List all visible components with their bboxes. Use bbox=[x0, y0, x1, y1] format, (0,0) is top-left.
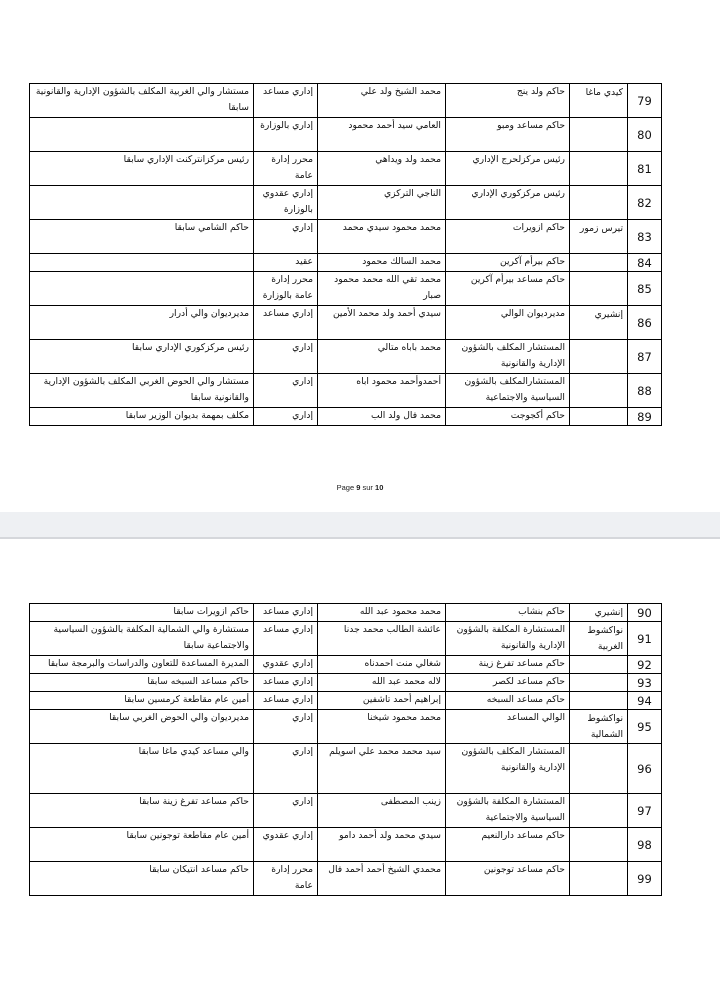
row-number: 80 bbox=[628, 118, 662, 152]
wilaya-cell bbox=[570, 744, 628, 794]
person-name-cell: لاله محمد عبد الله bbox=[318, 674, 446, 692]
appointments-table bbox=[29, 603, 662, 896]
table-row bbox=[30, 84, 662, 118]
table-row bbox=[30, 220, 662, 254]
wilaya-cell: تيرس زمور bbox=[570, 220, 628, 254]
status-cell: محرر إدارة عامة bbox=[254, 152, 318, 186]
person-name-cell: إبراهيم أحمد تاشفين bbox=[318, 692, 446, 710]
wilaya-cell: إنشيري bbox=[570, 604, 628, 622]
wilaya-cell: نواكشوط الشمالية bbox=[570, 710, 628, 744]
wilaya-cell bbox=[570, 186, 628, 220]
status-cell: إداري عقدوي بالوزارة bbox=[254, 186, 318, 220]
row-number: 85 bbox=[628, 272, 662, 306]
position-cell: حاكم بنشاب bbox=[446, 604, 570, 622]
person-name-cell: محمد فال ولد الب bbox=[318, 408, 446, 426]
person-name-cell: محمد تقي الله محمد محمود صبار bbox=[318, 272, 446, 306]
position-cell: حاكم مساعد دارالنعيم bbox=[446, 828, 570, 862]
table-row bbox=[30, 862, 662, 896]
position-cell: حاكم أكجوجت bbox=[446, 408, 570, 426]
position-cell: حاكم مساعد تفرغ زينة bbox=[446, 656, 570, 674]
wilaya-cell bbox=[570, 340, 628, 374]
wilaya-cell bbox=[570, 692, 628, 710]
status-cell: إداري مساعد bbox=[254, 604, 318, 622]
status-cell: إداري مساعد bbox=[254, 622, 318, 656]
person-name-cell: محمد محمود عبد الله bbox=[318, 604, 446, 622]
wilaya-cell bbox=[570, 272, 628, 306]
status-cell: إداري bbox=[254, 374, 318, 408]
row-number: 87 bbox=[628, 340, 662, 374]
position-cell: حاكم مساعد توجونين bbox=[446, 862, 570, 896]
status-cell: إداري مساعد bbox=[254, 84, 318, 118]
position-cell: حاكم بيرأم آكرين bbox=[446, 254, 570, 272]
footer-page-label: Page bbox=[336, 483, 355, 492]
position-cell: حاكم مساعد السبخه bbox=[446, 692, 570, 710]
wilaya-cell bbox=[570, 656, 628, 674]
person-name-cell: العامي سيد أحمد محمود bbox=[318, 118, 446, 152]
previous-position-cell: حاكم مساعد السبخه سابقا bbox=[30, 674, 254, 692]
person-name-cell: محمد ولد ويداهي bbox=[318, 152, 446, 186]
table-row bbox=[30, 656, 662, 674]
person-name-cell: أحمدوأحمد محمود اباه bbox=[318, 374, 446, 408]
status-cell: إداري عقدوي bbox=[254, 656, 318, 674]
position-cell: حاكم مساعد بيرأم آكرين bbox=[446, 272, 570, 306]
status-cell: إداري مساعد bbox=[254, 674, 318, 692]
position-cell: حاكم مساعد ومبو bbox=[446, 118, 570, 152]
wilaya-cell bbox=[570, 408, 628, 426]
previous-position-cell: حاكم الشامي سابقا bbox=[30, 220, 254, 254]
wilaya-cell bbox=[570, 374, 628, 408]
person-name-cell: شغالي منت احمدناه bbox=[318, 656, 446, 674]
wilaya-cell: نواكشوط الغربية bbox=[570, 622, 628, 656]
position-cell: المستشار المكلف بالشؤون الإدارية والقانونية bbox=[446, 340, 570, 374]
position-cell: المستشارة المكلفة بالشؤون الإدارية والقانونية bbox=[446, 622, 570, 656]
row-number: 90 bbox=[628, 604, 662, 622]
page-footer bbox=[0, 483, 720, 492]
table-row bbox=[30, 828, 662, 862]
previous-position-cell: أمين عام مقاطعة توجونين سابقا bbox=[30, 828, 254, 862]
person-name-cell: محمد محمود شيخنا bbox=[318, 710, 446, 744]
previous-position-cell bbox=[30, 254, 254, 272]
row-number: 97 bbox=[628, 794, 662, 828]
wilaya-cell: كيدي ماغا bbox=[570, 84, 628, 118]
appointments-table bbox=[29, 83, 662, 426]
wilaya-cell bbox=[570, 862, 628, 896]
row-number: 99 bbox=[628, 862, 662, 896]
position-cell: المستشارالمكلف بالشؤون السياسية والاجتماعية bbox=[446, 374, 570, 408]
previous-position-cell: مستشار والي الغربية المكلف بالشؤون الإدارية والقانونية سابقا bbox=[30, 84, 254, 118]
status-cell: إداري bbox=[254, 220, 318, 254]
table-row bbox=[30, 622, 662, 656]
previous-position-cell: حاكم مساعد انتيكان سابقا bbox=[30, 862, 254, 896]
wilaya-cell bbox=[570, 794, 628, 828]
table-row bbox=[30, 118, 662, 152]
row-number: 83 bbox=[628, 220, 662, 254]
previous-position-cell: رئيس مركزكوري الإداري سابقا bbox=[30, 340, 254, 374]
previous-position-cell: مديرديوان والي أدرار bbox=[30, 306, 254, 340]
previous-position-cell bbox=[30, 272, 254, 306]
person-name-cell: زينب المصطفى bbox=[318, 794, 446, 828]
person-name-cell: محمد محمود سيدي محمد bbox=[318, 220, 446, 254]
position-cell: المستشار المكلف بالشؤون الإدارية والقانونية bbox=[446, 744, 570, 794]
person-name-cell: محمدي الشيخ أحمد أحمد فال bbox=[318, 862, 446, 896]
document-page-10 bbox=[0, 537, 720, 985]
table-row bbox=[30, 272, 662, 306]
person-name-cell: محمد السالك محمود bbox=[318, 254, 446, 272]
row-number: 98 bbox=[628, 828, 662, 862]
row-number: 92 bbox=[628, 656, 662, 674]
status-cell: إداري مساعد bbox=[254, 306, 318, 340]
row-number: 79 bbox=[628, 84, 662, 118]
position-cell: حاكم مساعد لكصر bbox=[446, 674, 570, 692]
previous-position-cell: حاكم ازويرات سابقا bbox=[30, 604, 254, 622]
table-row bbox=[30, 692, 662, 710]
row-number: 86 bbox=[628, 306, 662, 340]
position-cell: الوالي المساعد bbox=[446, 710, 570, 744]
row-number: 96 bbox=[628, 744, 662, 794]
position-cell: حاكم ولد ينج bbox=[446, 84, 570, 118]
status-cell: إداري bbox=[254, 408, 318, 426]
previous-position-cell bbox=[30, 118, 254, 152]
person-name-cell: محمد الشيخ ولد علي bbox=[318, 84, 446, 118]
table-row bbox=[30, 152, 662, 186]
wilaya-cell bbox=[570, 118, 628, 152]
person-name-cell: عائشة الطالب محمد جدنا bbox=[318, 622, 446, 656]
table-row bbox=[30, 340, 662, 374]
status-cell: محرر إدارة عامة bbox=[254, 862, 318, 896]
previous-position-cell: مستشار والي الحوض الغربي المكلف بالشؤون الإدارية والقانونية سابقا bbox=[30, 374, 254, 408]
person-name-cell: محمد باباه متالي bbox=[318, 340, 446, 374]
previous-position-cell: مديرديوان والي الحوض الغربي سابقا bbox=[30, 710, 254, 744]
wilaya-cell bbox=[570, 828, 628, 862]
row-number: 81 bbox=[628, 152, 662, 186]
status-cell: عقيد bbox=[254, 254, 318, 272]
person-name-cell: سيدي محمد ولد أحمد دامو bbox=[318, 828, 446, 862]
status-cell: إداري bbox=[254, 340, 318, 374]
previous-position-cell: أمين عام مقاطعة كرمسين سابقا bbox=[30, 692, 254, 710]
previous-position-cell: رئيس مركزانتركنت الإداري سابقا bbox=[30, 152, 254, 186]
position-cell: رئيس مركزكوري الإداري bbox=[446, 186, 570, 220]
table-row bbox=[30, 794, 662, 828]
row-number: 89 bbox=[628, 408, 662, 426]
previous-position-cell: مستشارة والي الشمالية المكلفة بالشؤون السياسية والاجتماعية سابقا bbox=[30, 622, 254, 656]
status-cell: إداري bbox=[254, 744, 318, 794]
person-name-cell: الناجي التركزي bbox=[318, 186, 446, 220]
position-cell: المستشارة المكلفة بالشؤون السياسية والاجتماعية bbox=[446, 794, 570, 828]
footer-current-page: 9 bbox=[356, 483, 361, 492]
status-cell: إداري bbox=[254, 794, 318, 828]
wilaya-cell bbox=[570, 674, 628, 692]
footer-separator: sur bbox=[362, 483, 373, 492]
wilaya-cell bbox=[570, 152, 628, 186]
position-cell: رئيس مركزلحرج الإداري bbox=[446, 152, 570, 186]
person-name-cell: سيدي أحمد ولد محمد الأمين bbox=[318, 306, 446, 340]
table-row bbox=[30, 604, 662, 622]
table-row bbox=[30, 186, 662, 220]
row-number: 93 bbox=[628, 674, 662, 692]
status-cell: إداري مساعد bbox=[254, 692, 318, 710]
previous-position-cell: مكلف بمهمة بديوان الوزير سابقا bbox=[30, 408, 254, 426]
page-top-border bbox=[0, 537, 720, 539]
table-row bbox=[30, 408, 662, 426]
table-row bbox=[30, 374, 662, 408]
previous-position-cell: المديرة المساعدة للتعاون والدراسات والبرمجة سابقا bbox=[30, 656, 254, 674]
table-row bbox=[30, 710, 662, 744]
position-cell: حاكم ازويرات bbox=[446, 220, 570, 254]
table-row bbox=[30, 674, 662, 692]
person-name-cell: سيد محمد محمد علي اسويلم bbox=[318, 744, 446, 794]
row-number: 84 bbox=[628, 254, 662, 272]
wilaya-cell: إنشيري bbox=[570, 306, 628, 340]
row-number: 94 bbox=[628, 692, 662, 710]
previous-position-cell bbox=[30, 186, 254, 220]
row-number: 82 bbox=[628, 186, 662, 220]
status-cell: إداري عقدوي bbox=[254, 828, 318, 862]
previous-position-cell: والي مساعد كيدي ماغا سابقا bbox=[30, 744, 254, 794]
status-cell: إداري bbox=[254, 710, 318, 744]
table-row bbox=[30, 744, 662, 794]
row-number: 95 bbox=[628, 710, 662, 744]
status-cell: محرر إدارة عامة بالوزارة bbox=[254, 272, 318, 306]
row-number: 91 bbox=[628, 622, 662, 656]
table-row bbox=[30, 254, 662, 272]
row-number: 88 bbox=[628, 374, 662, 408]
status-cell: إداري بالوزارة bbox=[254, 118, 318, 152]
footer-total-pages: 10 bbox=[375, 483, 384, 492]
previous-position-cell: حاكم مساعد تفرغ زينة سابقا bbox=[30, 794, 254, 828]
wilaya-cell bbox=[570, 254, 628, 272]
table-row bbox=[30, 306, 662, 340]
position-cell: مديرديوان الوالي bbox=[446, 306, 570, 340]
